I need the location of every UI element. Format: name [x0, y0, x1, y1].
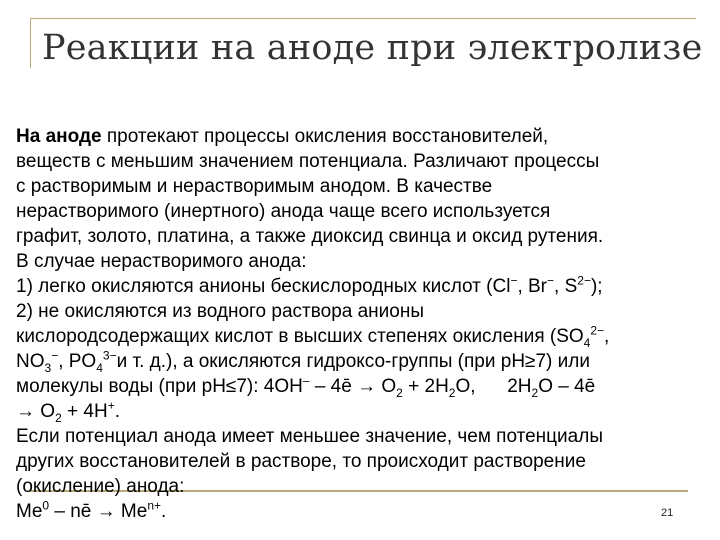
bold-term: На аноде [16, 126, 102, 147]
body-line: с растворимым и нерастворимым анодом. В качестве [16, 176, 493, 197]
body-line: Если потенциал анода имеет меньшее значение, чем потенциалы [16, 426, 603, 447]
body-text [16, 124, 706, 524]
body-line: 1) легко окисляются анионы бескислородных кислот (Cl−, Br−, $S^{2-}$); [16, 273, 603, 297]
body-line: кислородсодержащих кислот в высших степенях окисления ($SO_4^{2-}$, [16, 323, 610, 350]
body-line: $NO_3^-$, $PO_4^{3-}и$ т. д.), а окисляются гидроксо-группы (при pH≥7) или [16, 348, 590, 375]
frame-top-line [30, 18, 696, 19]
slide-title: Реакции на аноде при электролизе [42, 28, 703, 68]
body-line: веществ с меньшим значением потенциала. Различают процессы [16, 151, 600, 172]
body-line: других восстановителей в растворе, то происходит растворение [16, 451, 586, 472]
body-line: графит, золото, платина, а также диоксид свинца и оксид рутения. [16, 226, 604, 247]
body-line: На аноде протекают процессы окисления восстановителей, [16, 126, 549, 147]
body-line: молекулы воды (при pH≤7): 4OH– – 4ē → $O_2 + 2H_2O$, $2H_2O$ – 4ē [16, 373, 596, 400]
body-line: → $O_2 + 4H^+$. [16, 398, 120, 425]
body-line: 2) не окисляются из водного раствора анионы [16, 301, 424, 322]
body-line: Me$^0$ – nē → $Me^{n+}$. [16, 498, 167, 522]
body-line: В случае нерастворимого анода: [16, 251, 307, 272]
frame-left-line [30, 18, 31, 68]
page-number: 21 [661, 507, 674, 519]
body-line: нерастворимого (инертного) анода чаще всего используется [16, 201, 551, 222]
body-line: (окисление) анода: [16, 476, 185, 497]
